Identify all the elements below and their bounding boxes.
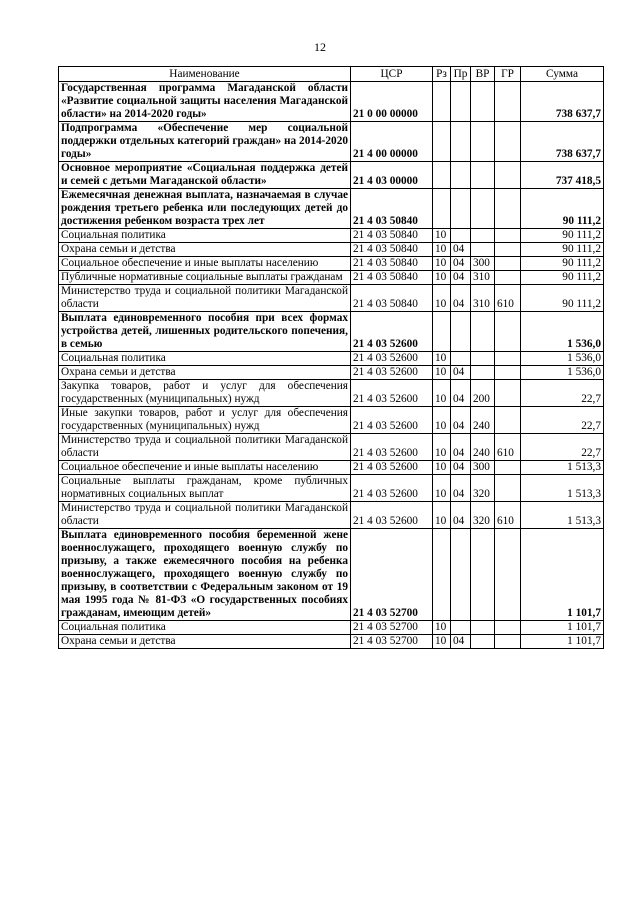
cell-csr: 21 4 03 52600	[351, 434, 433, 461]
cell-vr	[471, 243, 495, 257]
cell-name: Выплата единовременного пособия беременной жене военнослужащего, проходящего военную службу по призыву, а также ежемесячного пособия на ребенка военнослужащего, проходящего военную службу по призыву, в соответствии с Федеральным законом от 19 мая 1995 года № 81-ФЗ «О государственных пособиях гражданам, имеющим детей»	[59, 529, 351, 621]
header-vr: ВР	[471, 67, 495, 82]
cell-csr: 21 4 03 52600	[351, 502, 433, 529]
cell-vr	[471, 229, 495, 243]
cell-sum: 90 111,2	[521, 271, 604, 285]
cell-rz: 10	[433, 502, 451, 529]
cell-sum: 1 513,3	[521, 461, 604, 475]
cell-gr	[495, 621, 521, 635]
table-body	[59, 82, 604, 649]
cell-rz: 10	[433, 257, 451, 271]
cell-vr: 310	[471, 285, 495, 312]
cell-name: Охрана семьи и детства	[59, 243, 351, 257]
header-rz: Рз	[433, 67, 451, 82]
cell-sum: 738 637,7	[521, 122, 604, 162]
cell-vr: 310	[471, 271, 495, 285]
cell-sum: 1 101,7	[521, 621, 604, 635]
header-pr: Пр	[451, 67, 471, 82]
cell-vr	[471, 122, 495, 162]
cell-rz	[433, 312, 451, 352]
cell-gr	[495, 312, 521, 352]
cell-sum: 738 637,7	[521, 82, 604, 122]
cell-sum: 1 513,3	[521, 502, 604, 529]
header-gr: ГР	[495, 67, 521, 82]
cell-csr: 21 4 03 52600	[351, 312, 433, 352]
cell-rz: 10	[433, 229, 451, 243]
cell-pr: 04	[451, 461, 471, 475]
cell-pr	[451, 312, 471, 352]
cell-name: Социальная политика	[59, 621, 351, 635]
cell-csr: 21 4 03 50840	[351, 243, 433, 257]
table-header-row	[59, 67, 604, 82]
cell-name: Публичные нормативные социальные выплаты гражданам	[59, 271, 351, 285]
cell-csr: 21 4 03 52600	[351, 407, 433, 434]
cell-gr	[495, 635, 521, 649]
cell-csr: 21 4 03 50840	[351, 285, 433, 312]
cell-sum: 90 111,2	[521, 285, 604, 312]
cell-pr	[451, 229, 471, 243]
cell-rz: 10	[433, 434, 451, 461]
cell-sum: 90 111,2	[521, 257, 604, 271]
cell-rz: 10	[433, 285, 451, 312]
cell-rz: 10	[433, 380, 451, 407]
cell-pr: 04	[451, 475, 471, 502]
cell-rz: 10	[433, 621, 451, 635]
cell-pr	[451, 529, 471, 621]
table-row	[59, 162, 604, 189]
cell-csr: 21 4 03 52700	[351, 621, 433, 635]
cell-pr	[451, 352, 471, 366]
cell-gr: 610	[495, 434, 521, 461]
cell-csr: 21 4 03 52600	[351, 380, 433, 407]
table-row	[59, 380, 604, 407]
cell-csr: 21 4 03 00000	[351, 162, 433, 189]
cell-sum: 1 101,7	[521, 529, 604, 621]
cell-gr	[495, 82, 521, 122]
cell-vr	[471, 312, 495, 352]
cell-gr	[495, 271, 521, 285]
cell-name: Социальная политика	[59, 229, 351, 243]
cell-gr	[495, 380, 521, 407]
table-row	[59, 122, 604, 162]
cell-vr	[471, 189, 495, 229]
table-row	[59, 189, 604, 229]
cell-gr	[495, 229, 521, 243]
table-row	[59, 475, 604, 502]
cell-name: Закупка товаров, работ и услуг для обеспечения государственных (муниципальных) нужд	[59, 380, 351, 407]
cell-sum: 22,7	[521, 407, 604, 434]
cell-rz	[433, 162, 451, 189]
cell-sum: 1 513,3	[521, 475, 604, 502]
table-row	[59, 82, 604, 122]
table-row	[59, 621, 604, 635]
cell-vr: 240	[471, 434, 495, 461]
cell-pr: 04	[451, 366, 471, 380]
cell-name: Министерство труда и социальной политики Магаданской области	[59, 434, 351, 461]
cell-pr	[451, 122, 471, 162]
cell-name: Социальные выплаты гражданам, кроме публичных нормативных социальных выплат	[59, 475, 351, 502]
cell-csr: 21 4 03 50840	[351, 271, 433, 285]
table-row	[59, 285, 604, 312]
cell-vr: 240	[471, 407, 495, 434]
header-csr: ЦСР	[351, 67, 433, 82]
header-name: Наименование	[59, 67, 351, 82]
table-row	[59, 366, 604, 380]
cell-vr	[471, 82, 495, 122]
cell-vr	[471, 529, 495, 621]
cell-sum: 1 536,0	[521, 352, 604, 366]
cell-csr: 21 4 03 52700	[351, 529, 433, 621]
cell-pr	[451, 189, 471, 229]
cell-gr	[495, 189, 521, 229]
table-row	[59, 434, 604, 461]
cell-vr: 300	[471, 257, 495, 271]
cell-pr: 04	[451, 285, 471, 312]
cell-rz: 10	[433, 461, 451, 475]
budget-table	[58, 66, 604, 649]
table-row	[59, 407, 604, 434]
cell-pr: 04	[451, 635, 471, 649]
cell-name: Выплата единовременного пособия при всех формах устройства детей, лишенных родительского попечения, в семью	[59, 312, 351, 352]
cell-pr: 04	[451, 380, 471, 407]
cell-pr: 04	[451, 502, 471, 529]
cell-csr: 21 0 00 00000	[351, 82, 433, 122]
cell-rz: 10	[433, 352, 451, 366]
cell-name: Подпрограмма «Обеспечение мер социальной поддержки отдельных категорий граждан» на 2014-2020 годы»	[59, 122, 351, 162]
cell-name: Министерство труда и социальной политики Магаданской области	[59, 502, 351, 529]
cell-rz	[433, 122, 451, 162]
cell-sum: 1 536,0	[521, 366, 604, 380]
table-row	[59, 271, 604, 285]
cell-name: Министерство труда и социальной политики Магаданской области	[59, 285, 351, 312]
cell-gr	[495, 352, 521, 366]
cell-name: Основное мероприятие «Социальная поддержка детей и семей с детьми Магаданской области»	[59, 162, 351, 189]
cell-rz	[433, 189, 451, 229]
cell-vr: 320	[471, 502, 495, 529]
cell-vr: 200	[471, 380, 495, 407]
cell-gr	[495, 366, 521, 380]
cell-name: Государственная программа Магаданской области «Развитие социальной защиты населения Магаданской области» на 2014-2020 годы»	[59, 82, 351, 122]
cell-csr: 21 4 03 52700	[351, 635, 433, 649]
table-row	[59, 635, 604, 649]
cell-csr: 21 4 03 50840	[351, 229, 433, 243]
table-row	[59, 257, 604, 271]
cell-gr	[495, 162, 521, 189]
cell-vr	[471, 621, 495, 635]
cell-sum: 90 111,2	[521, 229, 604, 243]
table-row	[59, 229, 604, 243]
cell-csr: 21 4 03 50840	[351, 189, 433, 229]
table-row	[59, 502, 604, 529]
cell-vr: 320	[471, 475, 495, 502]
cell-name: Социальное обеспечение и иные выплаты населению	[59, 461, 351, 475]
cell-rz: 10	[433, 366, 451, 380]
cell-name: Социальная политика	[59, 352, 351, 366]
cell-pr	[451, 162, 471, 189]
page-number: 12	[314, 40, 326, 54]
cell-pr: 04	[451, 243, 471, 257]
cell-rz: 10	[433, 407, 451, 434]
header-sum: Сумма	[521, 67, 604, 82]
cell-csr: 21 4 03 52600	[351, 475, 433, 502]
cell-gr	[495, 461, 521, 475]
cell-sum: 90 111,2	[521, 189, 604, 229]
cell-rz	[433, 529, 451, 621]
cell-vr	[471, 635, 495, 649]
cell-sum: 737 418,5	[521, 162, 604, 189]
cell-name: Охрана семьи и детства	[59, 366, 351, 380]
cell-gr	[495, 407, 521, 434]
cell-gr: 610	[495, 285, 521, 312]
cell-sum: 1 101,7	[521, 635, 604, 649]
cell-pr: 04	[451, 407, 471, 434]
cell-csr: 21 4 00 00000	[351, 122, 433, 162]
cell-rz: 10	[433, 475, 451, 502]
cell-vr	[471, 366, 495, 380]
cell-gr	[495, 257, 521, 271]
cell-name: Социальное обеспечение и иные выплаты населению	[59, 257, 351, 271]
cell-pr	[451, 82, 471, 122]
cell-gr	[495, 475, 521, 502]
cell-sum: 90 111,2	[521, 243, 604, 257]
table-row	[59, 529, 604, 621]
cell-pr	[451, 621, 471, 635]
table-row	[59, 312, 604, 352]
cell-rz: 10	[433, 271, 451, 285]
table-row	[59, 352, 604, 366]
cell-pr: 04	[451, 434, 471, 461]
cell-csr: 21 4 03 50840	[351, 257, 433, 271]
cell-rz	[433, 82, 451, 122]
cell-pr: 04	[451, 257, 471, 271]
cell-name: Ежемесячная денежная выплата, назначаемая в случае рождения третьего ребенка или последующих детей до достижения ребенком возраста трех лет	[59, 189, 351, 229]
cell-sum: 1 536,0	[521, 312, 604, 352]
cell-gr	[495, 243, 521, 257]
cell-vr	[471, 352, 495, 366]
table-row	[59, 243, 604, 257]
cell-gr	[495, 122, 521, 162]
cell-gr	[495, 529, 521, 621]
cell-rz: 10	[433, 635, 451, 649]
cell-vr	[471, 162, 495, 189]
cell-gr: 610	[495, 502, 521, 529]
table-row	[59, 461, 604, 475]
cell-csr: 21 4 03 52600	[351, 352, 433, 366]
cell-sum: 22,7	[521, 380, 604, 407]
cell-name: Иные закупки товаров, работ и услуг для обеспечения государственных (муниципальных) нужд	[59, 407, 351, 434]
cell-csr: 21 4 03 52600	[351, 366, 433, 380]
cell-rz: 10	[433, 243, 451, 257]
cell-name: Охрана семьи и детства	[59, 635, 351, 649]
cell-pr: 04	[451, 271, 471, 285]
cell-sum: 22,7	[521, 434, 604, 461]
cell-csr: 21 4 03 52600	[351, 461, 433, 475]
cell-vr: 300	[471, 461, 495, 475]
